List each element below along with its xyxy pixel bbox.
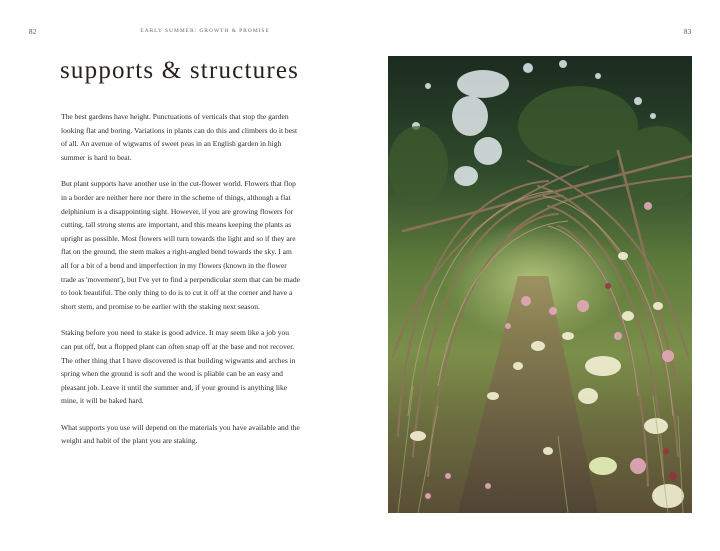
paragraph-1: The best gardens have height. Punctuations of verticals that stop the garden looking flat and boring. Variations in plants can do this and climbers do it best of all. An avenue of wigwams of sweet peas in an English garden in high summer is hard to beat. [61,112,298,162]
paragraph-3: Staking before you need to stake is good advice. It may seem like a job you can put off, but a flopped plant can often snap off at the base and not recover. The other thing that I have discovered is that building wigwams and arches in spring when the ground is soft and the wood is pliable can be an easy and pleasant job. Leave it until the summer and, if your ground is anything like mine, it will be baked hard. [61,328,296,406]
paragraph-4: What supports you use will depend on the materials you have available and the weight and habit of the plant you are staking. [61,422,300,446]
running-head: EARLY SUMMER: GROWTH & PROMISE [140,28,270,34]
body-text [61,110,301,461]
photo-illustration [388,56,692,513]
section-title: supports & structures [60,57,300,84]
page-number-right: 83 [684,28,692,36]
garden-arch-photo [388,56,692,513]
page-number-left: 82 [29,28,37,36]
paragraph-2: But plant supports have another use in the cut-flower world. Flowers that flop in a border are neither here nor there in the scheme of things, although a flat delphinium is a disappointing sight. However, if you are growing flowers for cutting, tall strong stems are important, and this means keeping the plants as upright as possible. Most flowers will turn towards the light and so if they are flat on the ground, the stem makes a right-angled bend towards the sky. I am all for a bit of a bend and imperfection in my flowers (known in the flower trade as 'movement'), but I've yet to find a perpendicular stem that can be made to look beautiful. The only thing to do is to cut it off at the corner and have a short stem, and promise to be earlier with the staking next season. [61,179,300,311]
